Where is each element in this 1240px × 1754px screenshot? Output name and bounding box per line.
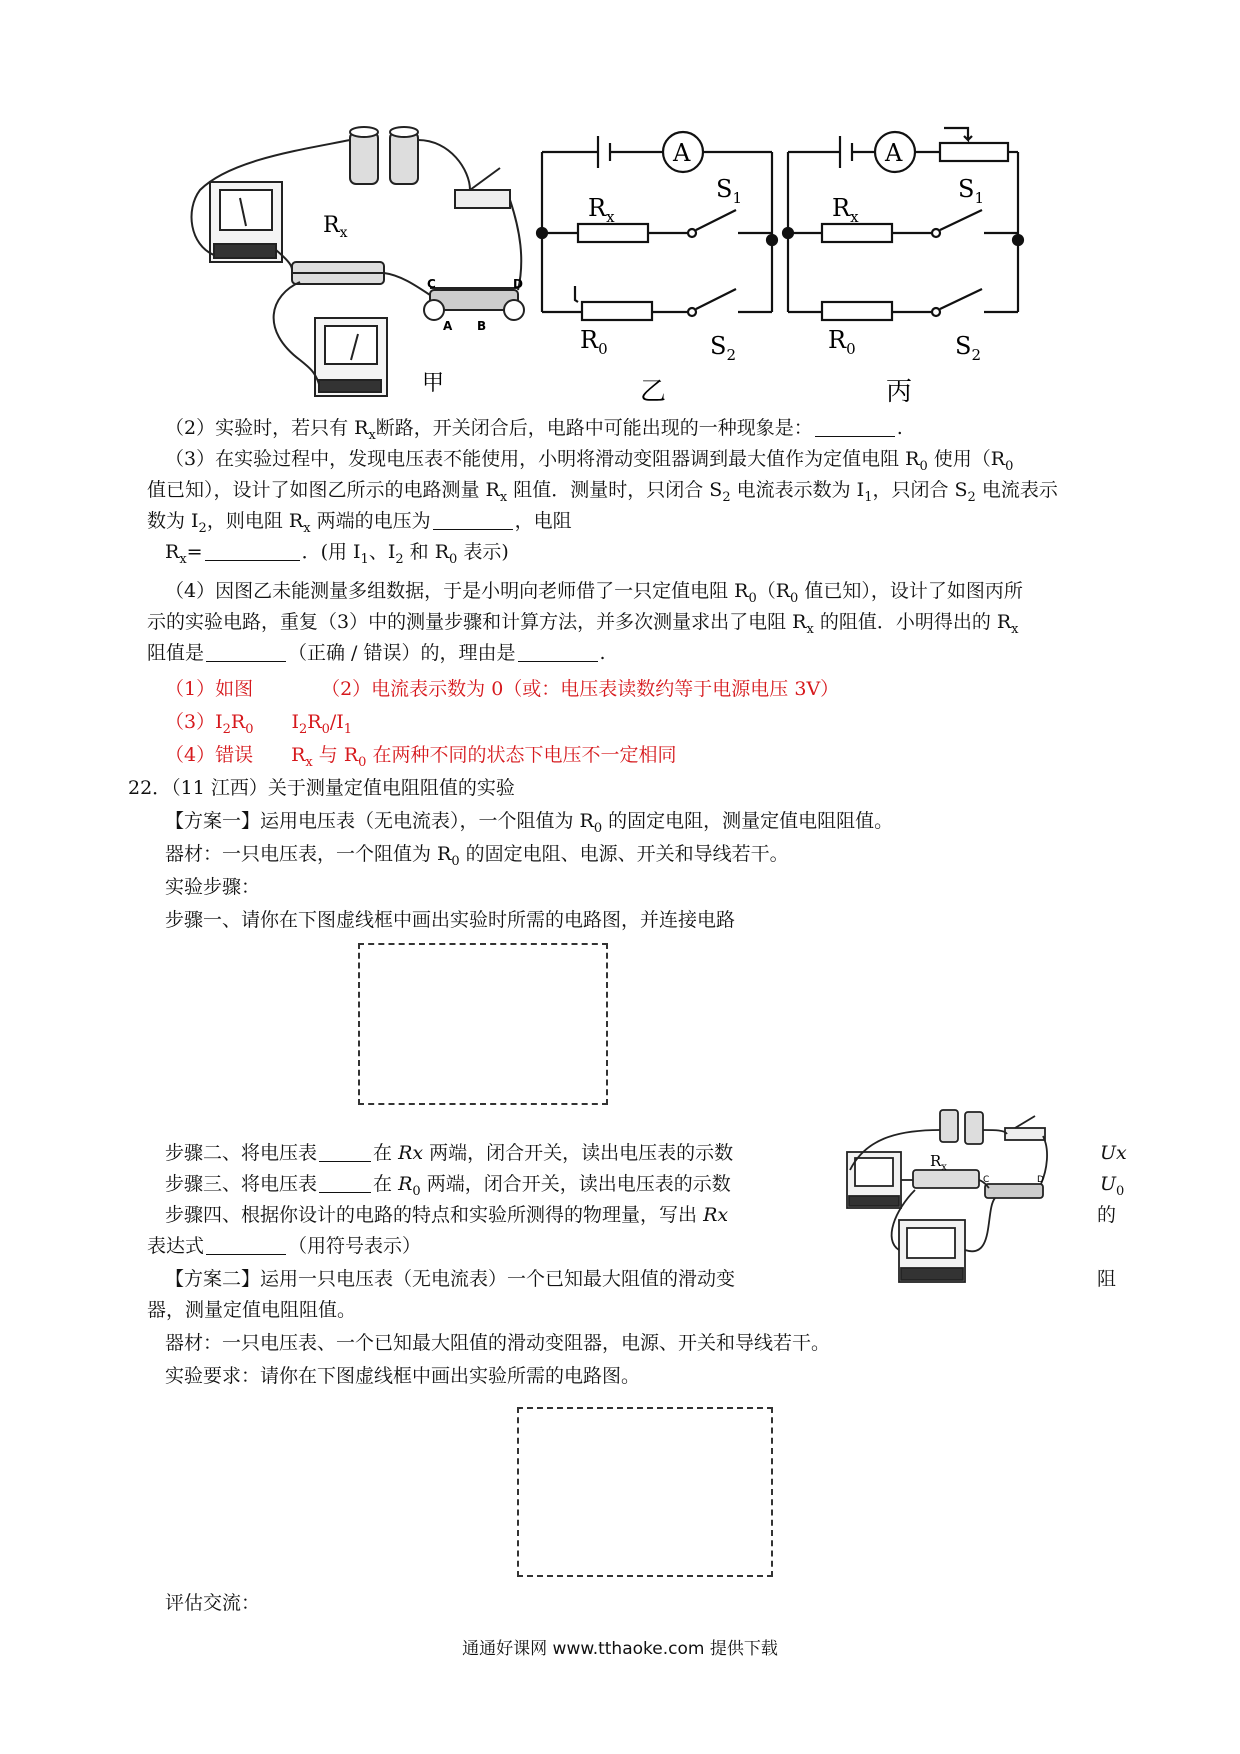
q3-line4: $R_x=$ ．(用 $I_1$、$I_2$ 和 $R_0$ 表示) bbox=[165, 541, 509, 567]
rheo-c-label: C bbox=[427, 277, 436, 291]
fig-yi-ammeter-label: A bbox=[673, 139, 691, 167]
fig-bing-ammeter-label: A bbox=[885, 139, 903, 167]
q4-line2: 示的实验电路，重复（3）中的测量步骤和计算方法，并多次测量求出了电阻 $R_x$ 的阻值．小明得出的 $R_x$ bbox=[147, 611, 1019, 637]
small-fig-rx-label: $R_x$ bbox=[930, 1152, 947, 1173]
p22-steps-label: 实验步骤： bbox=[165, 876, 261, 898]
fig-bing-r0-label: $R_0$ bbox=[828, 326, 856, 358]
rheo-b-label: B bbox=[477, 319, 487, 333]
small-fig-c-label: C bbox=[983, 1175, 990, 1185]
step2-blank[interactable] bbox=[319, 1143, 371, 1162]
q4-line1: （4）因图乙未能测量多组数据，于是小明向老师借了一只定值电阻 $R_0(R_0$ 值已知），设计了如图丙所 bbox=[165, 580, 1023, 606]
p22-requirement: 实验要求：请你在下图虚线框中画出实验所需的电路图。 bbox=[165, 1365, 641, 1387]
p22-step4-expr: 表达式 （用符号表示） bbox=[147, 1235, 422, 1257]
fig-yi-s1-label: $S_1$ bbox=[716, 175, 742, 207]
q4-correct-blank[interactable] bbox=[206, 643, 286, 662]
fig-bing-s1-label: $S_1$ bbox=[958, 175, 984, 207]
step3-blank[interactable] bbox=[319, 1174, 371, 1193]
q3-line1: （3）在实验过程中，发现电压表不能使用，小明将滑动变阻器调到最大值作为定值电阻 $R_0$ 使用（$R_0$ bbox=[165, 448, 1014, 474]
fig-yi-label: 乙 bbox=[640, 377, 667, 407]
fig-jia-label: 甲 bbox=[422, 371, 445, 396]
p22-plan2-zu: 阻 bbox=[1097, 1268, 1117, 1290]
q2-line: （2）实验时，若只有 $R_x$断路，开关闭合后，电路中可能出现的一种现象是： . bbox=[165, 417, 903, 443]
p22-step2-ux: Ux bbox=[1100, 1142, 1127, 1164]
p22-step3-u0: $U_0$ bbox=[1100, 1173, 1125, 1199]
fig-bing-s2-label: $S_2$ bbox=[955, 332, 981, 364]
fig-yi-s2-label: $S_2$ bbox=[710, 332, 736, 364]
q3-line2: 值已知），设计了如图乙所示的电路测量 $R_x$ 阻值．测量时，只闭合 $S_2$ 电流表示数为 $I_1$，只闭合 $S_2$ 电流表示 bbox=[147, 479, 1058, 505]
small-fig-d-label: D bbox=[1037, 1175, 1044, 1185]
figure-jia-apparatus bbox=[192, 127, 524, 396]
q3-rx-blank[interactable] bbox=[205, 542, 300, 561]
circuit-draw-box-1[interactable] bbox=[358, 943, 608, 1105]
p22-step3: 步骤三、将电压表 在 $R_0$ 两端，闭合开关，读出电压表的示数 bbox=[165, 1173, 731, 1199]
answer-line-1: （1）如图 （2）电流表示数为 0（或：电压表读数约等于电源电压 3V） bbox=[165, 678, 840, 700]
apparatus-small-figure bbox=[835, 1100, 1055, 1290]
p22-step2: 步骤二、将电压表 在 Rx 两端，闭合开关，读出电压表的示数 bbox=[165, 1142, 734, 1164]
p22-plan2-cont: 器，测量定值电阻阻值。 bbox=[147, 1299, 357, 1321]
q4-line3: 阻值是 （正确 / 错误）的，理由是 . bbox=[147, 642, 606, 664]
fig-yi-rx-label: $R_x$ bbox=[588, 194, 615, 226]
p22-equip1: 器材：一只电压表，一个阻值为 $R_0$ 的固定电阻、电源、开关和导线若干。 bbox=[165, 843, 789, 869]
top-figures bbox=[0, 0, 1240, 420]
p22-equip2: 器材：一只电压表、一个已知最大阻值的滑动变阻器，电源、开关和导线若干。 bbox=[165, 1332, 831, 1354]
p22-title: 22．（11 江西）关于测量定值电阻阻值的实验 bbox=[128, 777, 515, 799]
p22-evaluation: 评估交流： bbox=[165, 1592, 261, 1614]
p22-plan2: 【方案二】运用一只电压表（无电流表）一个已知最大阻值的滑动变 bbox=[165, 1268, 736, 1290]
p22-step4-de: 的 bbox=[1097, 1204, 1117, 1226]
figure-yi-circuit bbox=[537, 132, 777, 320]
fig-yi-r0-label: $R_0$ bbox=[580, 326, 608, 358]
p22-step1: 步骤一、请你在下图虚线框中画出实验时所需的电路图，并连接电路 bbox=[165, 909, 736, 931]
answer-line-4: （4）错误 $R_x$ 与 $R_0$ 在两种不同的状态下电压不一定相同 bbox=[165, 744, 677, 770]
fig-bing-label: 丙 bbox=[886, 377, 913, 407]
answer-line-3: $(3)I_2R_0$ $I_2R_0/I_1$ bbox=[165, 711, 353, 737]
page-footer: 通通好课网 www.tthaoke.com 提供下载 bbox=[462, 1639, 778, 1659]
rheo-d-label: D bbox=[513, 277, 523, 291]
q3-voltage-blank[interactable] bbox=[433, 511, 513, 530]
rheo-a-label: A bbox=[443, 319, 453, 333]
figure-bing-circuit bbox=[783, 128, 1023, 320]
q2-blank[interactable] bbox=[815, 418, 895, 437]
step4-blank[interactable] bbox=[206, 1236, 286, 1255]
circuit-draw-box-2[interactable] bbox=[517, 1407, 773, 1577]
q3-line3: 数为 $I_2$，则电阻 $R_x$ 两端的电压为 ，电阻 bbox=[147, 510, 572, 536]
p22-step4: 步骤四、根据你设计的电路的特点和实验所测得的物理量，写出 Rx bbox=[165, 1204, 729, 1226]
q4-reason-blank[interactable] bbox=[518, 643, 598, 662]
fig-bing-rx-label: $R_x$ bbox=[832, 194, 859, 226]
p22-plan1: 【方案一】运用电压表（无电流表），一个阻值为 $R_0$ 的固定电阻，测量定值电阻阻值。 bbox=[165, 810, 894, 836]
fig-jia-rx-label: $R_x$ bbox=[323, 213, 348, 241]
